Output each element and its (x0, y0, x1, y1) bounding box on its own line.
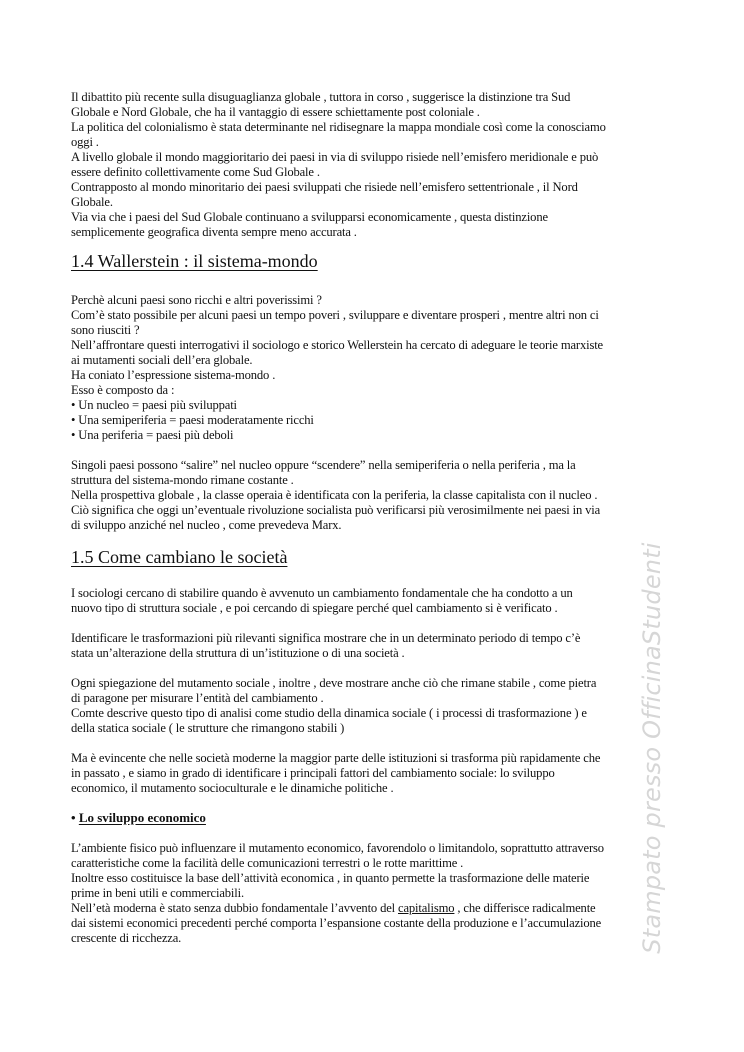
text-line: Comte descrive questo tipo di analisi come studio della dinamica sociale ( i processi di trasformazione ) e (71, 706, 587, 720)
subheading-sviluppo-economico (71, 810, 206, 826)
text-line: Identificare le trasformazioni più rilevanti significa mostrare che in un determinato periodo di tempo c’è (71, 631, 581, 645)
text-line: oggi . (71, 135, 99, 149)
wallerstein-paragraph (71, 293, 681, 443)
text-line: Esso è composto da : (71, 383, 175, 397)
text-line: Ogni spiegazione del mutamento sociale , inoltre , deve mostrare anche ciò che rimane stabile , come pietra (71, 676, 597, 690)
text-line: in passato , e siamo in grado di identificare i principali fattori del cambiamento sociale: lo sviluppo (71, 766, 555, 780)
text-line: economico, il mutamento socioculturale e le dinamiche politiche . (71, 781, 394, 795)
text-line: Ma è evincente che nelle società moderne la maggior parte delle istituzioni si trasforma più rapidamente che (71, 751, 601, 765)
text-line: Inoltre esso costituisce la base dell’attività economica , in quanto permette la trasformazione delle materie (71, 871, 590, 885)
text-line: Ha coniato l’espressione sistema-mondo . (71, 368, 276, 382)
text-line: essere definito collettivamente come Sud Globale . (71, 165, 320, 179)
watermark: Stampato presso OfficinaStudenti (638, 542, 666, 954)
intro-paragraph (71, 90, 681, 240)
text-line: I sociologi cercano di stabilire quando è avvenuto un cambiamento fondamentale che ha condotto a un (71, 586, 573, 600)
text-line: stata un’alterazione della struttura di un’istituzione o di una società . (71, 646, 405, 660)
text-line: A livello globale il mondo maggioritario dei paesi in via di sviluppo risiede nell’emisfero meridionale e può (71, 150, 599, 164)
text-line: Globale. (71, 195, 113, 209)
sviluppo-lines (71, 841, 681, 901)
bullet: • (71, 810, 76, 825)
text-line: struttura del sistema-mondo rimane costante . (71, 473, 294, 487)
text-line: nuovo tipo di struttura sociale , e poi cercando di spiegare perché quel cambiamento si è verificato . (71, 601, 558, 615)
text-line: caratteristiche come la facilità delle comunicazioni terrestri o le rotte marittime . (71, 856, 464, 870)
text-line: La politica del colonialismo è stata determinante nel ridisegnare la mappa mondiale così come la conosciamo (71, 120, 606, 134)
societa-paragraph-3 (71, 676, 681, 736)
subheading-text: Lo sviluppo economico (78, 810, 206, 825)
text: Nell’età moderna è stato senza dubbio fondamentale l’avvento del (71, 901, 399, 915)
societa-paragraph-1 (71, 586, 681, 616)
text-line: Nella prospettiva globale , la classe operaia è identificata con la periferia, la classe capitalista con il nucleo . (71, 488, 598, 502)
text-line: di paragone per misurare l’entità del cambiamento . (71, 691, 324, 705)
sviluppo-paragraph (71, 841, 681, 946)
text-line: Contrapposto al mondo minoritario dei paesi sviluppati che risiede nell’emisfero settentrionale , il Nord (71, 180, 578, 194)
capitalismo-lines (71, 916, 681, 946)
text-line: Il dibattito più recente sulla disuguaglianza globale , tuttora in corso , suggerisce la distinzione tra Sud (71, 90, 571, 104)
text-line: • Un nucleo = paesi più sviluppati (71, 398, 237, 412)
capitalismo-term: capitalismo (398, 901, 455, 915)
text-line: Com’è stato possibile per alcuni paesi un tempo poveri , sviluppare e diventare prosperi , mentre altri non ci (71, 308, 599, 322)
capitalismo-line (71, 901, 681, 916)
text-line: Ciò significa che oggi un’eventuale rivoluzione socialista può verificarsi più verosimilmente nei paesi in via (71, 503, 601, 517)
text-line: di sviluppo anziché nel nucleo , come prevedeva Marx. (71, 518, 342, 532)
text-line: crescente di ricchezza. (71, 931, 182, 945)
text-line: • Una periferia = paesi più deboli (71, 428, 234, 442)
text-line: Singoli paesi possono “salire” nel nucleo oppure “scendere” nella semiperiferia o nella periferia , ma la (71, 458, 576, 472)
text-line: prime in beni utili e commerciabili. (71, 886, 244, 900)
wallerstein-paragraph-2 (71, 458, 681, 533)
text-line: ai mutamenti sociali dell’era globale. (71, 353, 253, 367)
text-line: Globale e Nord Globale, che ha il vantaggio di essere schiettamente post coloniale . (71, 105, 480, 119)
text-line: • Una semiperiferia = paesi moderatamente ricchi (71, 413, 314, 427)
section-heading-1-5: 1.5 Come cambiano le società (71, 547, 288, 567)
text-line: Via via che i paesi del Sud Globale continuano a svilupparsi economicamente , questa distinzione (71, 210, 548, 224)
section-heading-1-4: 1.4 Wallerstein : il sistema-mondo (71, 251, 318, 271)
text-line: Nell’affrontare questi interrogativi il sociologo e storico Wellerstein ha cercato di adeguare le teorie marxiste (71, 338, 603, 352)
text-line: dai sistemi economici precedenti perché comporta l’espansione costante della produzione e l’accumulazione (71, 916, 602, 930)
societa-paragraph-4 (71, 751, 681, 796)
text-line: della statica sociale ( le strutture che rimangono stabili ) (71, 721, 345, 735)
text-line: semplicemente geografica diventa sempre meno accurata . (71, 225, 357, 239)
text-line: sono riusciti ? (71, 323, 140, 337)
text: , che differisce radicalmente (454, 901, 596, 915)
text-line: L’ambiente fisico può influenzare il mutamento economico, favorendolo o limitandolo, soprattutto attraverso (71, 841, 604, 855)
societa-paragraph-2 (71, 631, 681, 661)
text-line: Perchè alcuni paesi sono ricchi e altri poverissimi ? (71, 293, 322, 307)
